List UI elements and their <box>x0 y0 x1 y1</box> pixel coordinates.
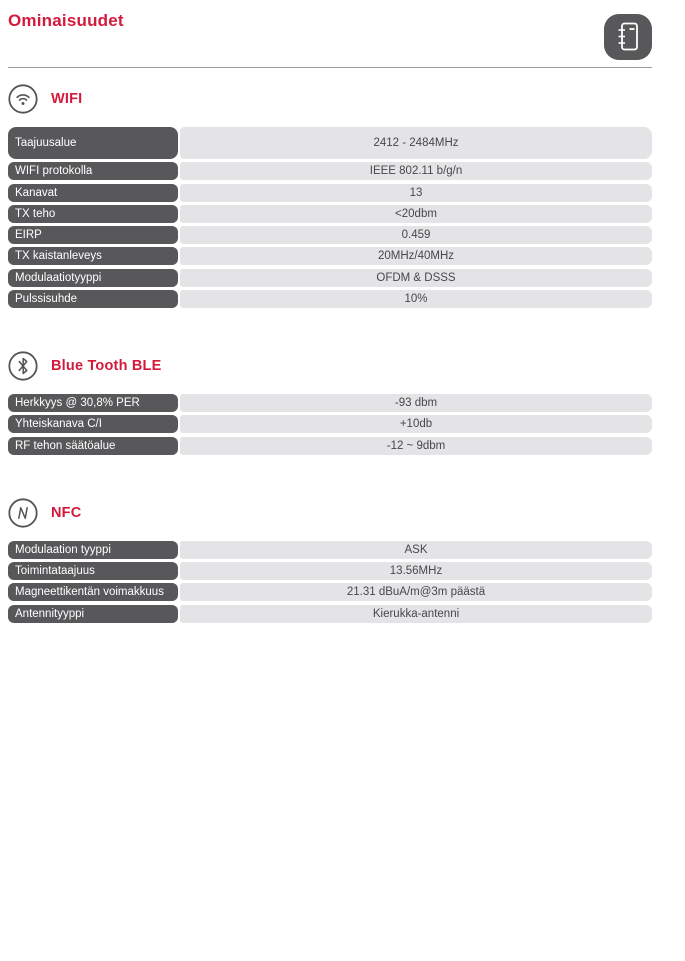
spec-label: WIFI protokolla <box>8 162 178 180</box>
spec-table <box>8 394 652 455</box>
spec-value: +10db <box>180 415 652 433</box>
spec-row <box>8 247 652 265</box>
spec-row <box>8 269 652 287</box>
section-header <box>8 84 652 114</box>
spec-value: 13.56MHz <box>180 562 652 580</box>
spec-label: Herkkyys @ 30,8% PER <box>8 394 178 412</box>
section-title: Blue Tooth BLE <box>51 358 162 375</box>
spec-row <box>8 290 652 308</box>
spec-page <box>8 0 652 623</box>
spec-label: Modulaatiotyyppi <box>8 269 178 287</box>
spec-value: 21.31 dBuA/m@3m päästä <box>180 583 652 601</box>
section-header <box>8 498 652 528</box>
spec-value: 0.459 <box>180 226 652 244</box>
spec-section <box>8 351 652 455</box>
spec-value: Kierukka-antenni <box>180 605 652 623</box>
spec-label: RF tehon säätöalue <box>8 437 178 455</box>
spec-row <box>8 226 652 244</box>
spec-value: IEEE 802.11 b/g/n <box>180 162 652 180</box>
spec-row <box>8 415 652 433</box>
spec-row <box>8 394 652 412</box>
spec-row <box>8 562 652 580</box>
bluetooth-icon <box>8 351 38 381</box>
wifi-icon <box>8 84 38 114</box>
spec-table <box>8 127 652 308</box>
spec-row <box>8 605 652 623</box>
spec-value: 13 <box>180 184 652 202</box>
spec-section <box>8 84 652 308</box>
spec-value: 10% <box>180 290 652 308</box>
spec-label: Magneettikentän voimakkuus <box>8 583 178 601</box>
section-title: WIFI <box>51 91 83 107</box>
spec-label: Pulssisuhde <box>8 290 178 308</box>
spec-value: ASK <box>180 541 652 559</box>
page-header <box>8 8 652 68</box>
spec-value: -12 ~ 9dbm <box>180 437 652 455</box>
spec-value: 2412 - 2484MHz <box>180 127 652 159</box>
spec-value: -93 dbm <box>180 394 652 412</box>
spec-table <box>8 541 652 623</box>
spec-label: Antennityyppi <box>8 605 178 623</box>
spec-sheet-icon <box>604 14 652 60</box>
spec-label: Kanavat <box>8 184 178 202</box>
spec-row <box>8 583 652 601</box>
spec-value: OFDM & DSSS <box>180 269 652 287</box>
spec-row <box>8 205 652 223</box>
spec-section <box>8 498 652 623</box>
spec-label: Yhteiskanava C/I <box>8 415 178 433</box>
spec-row <box>8 127 652 159</box>
page-title: Ominaisuudet <box>8 11 124 30</box>
spec-row <box>8 162 652 180</box>
spec-label: EIRP <box>8 226 178 244</box>
section-title: NFC <box>51 504 82 521</box>
section-header <box>8 351 652 381</box>
spec-label: Toimintataajuus <box>8 562 178 580</box>
spec-value: 20MHz/40MHz <box>180 247 652 265</box>
spec-label: TX kaistanleveys <box>8 247 178 265</box>
sections <box>8 84 652 623</box>
spec-label: Taajuusalue <box>8 127 178 159</box>
nfc-icon <box>8 498 38 528</box>
spec-row <box>8 184 652 202</box>
spec-row <box>8 437 652 455</box>
spec-label: TX teho <box>8 205 178 223</box>
spec-row <box>8 541 652 559</box>
spec-value: <20dbm <box>180 205 652 223</box>
spec-label: Modulaation tyyppi <box>8 541 178 559</box>
